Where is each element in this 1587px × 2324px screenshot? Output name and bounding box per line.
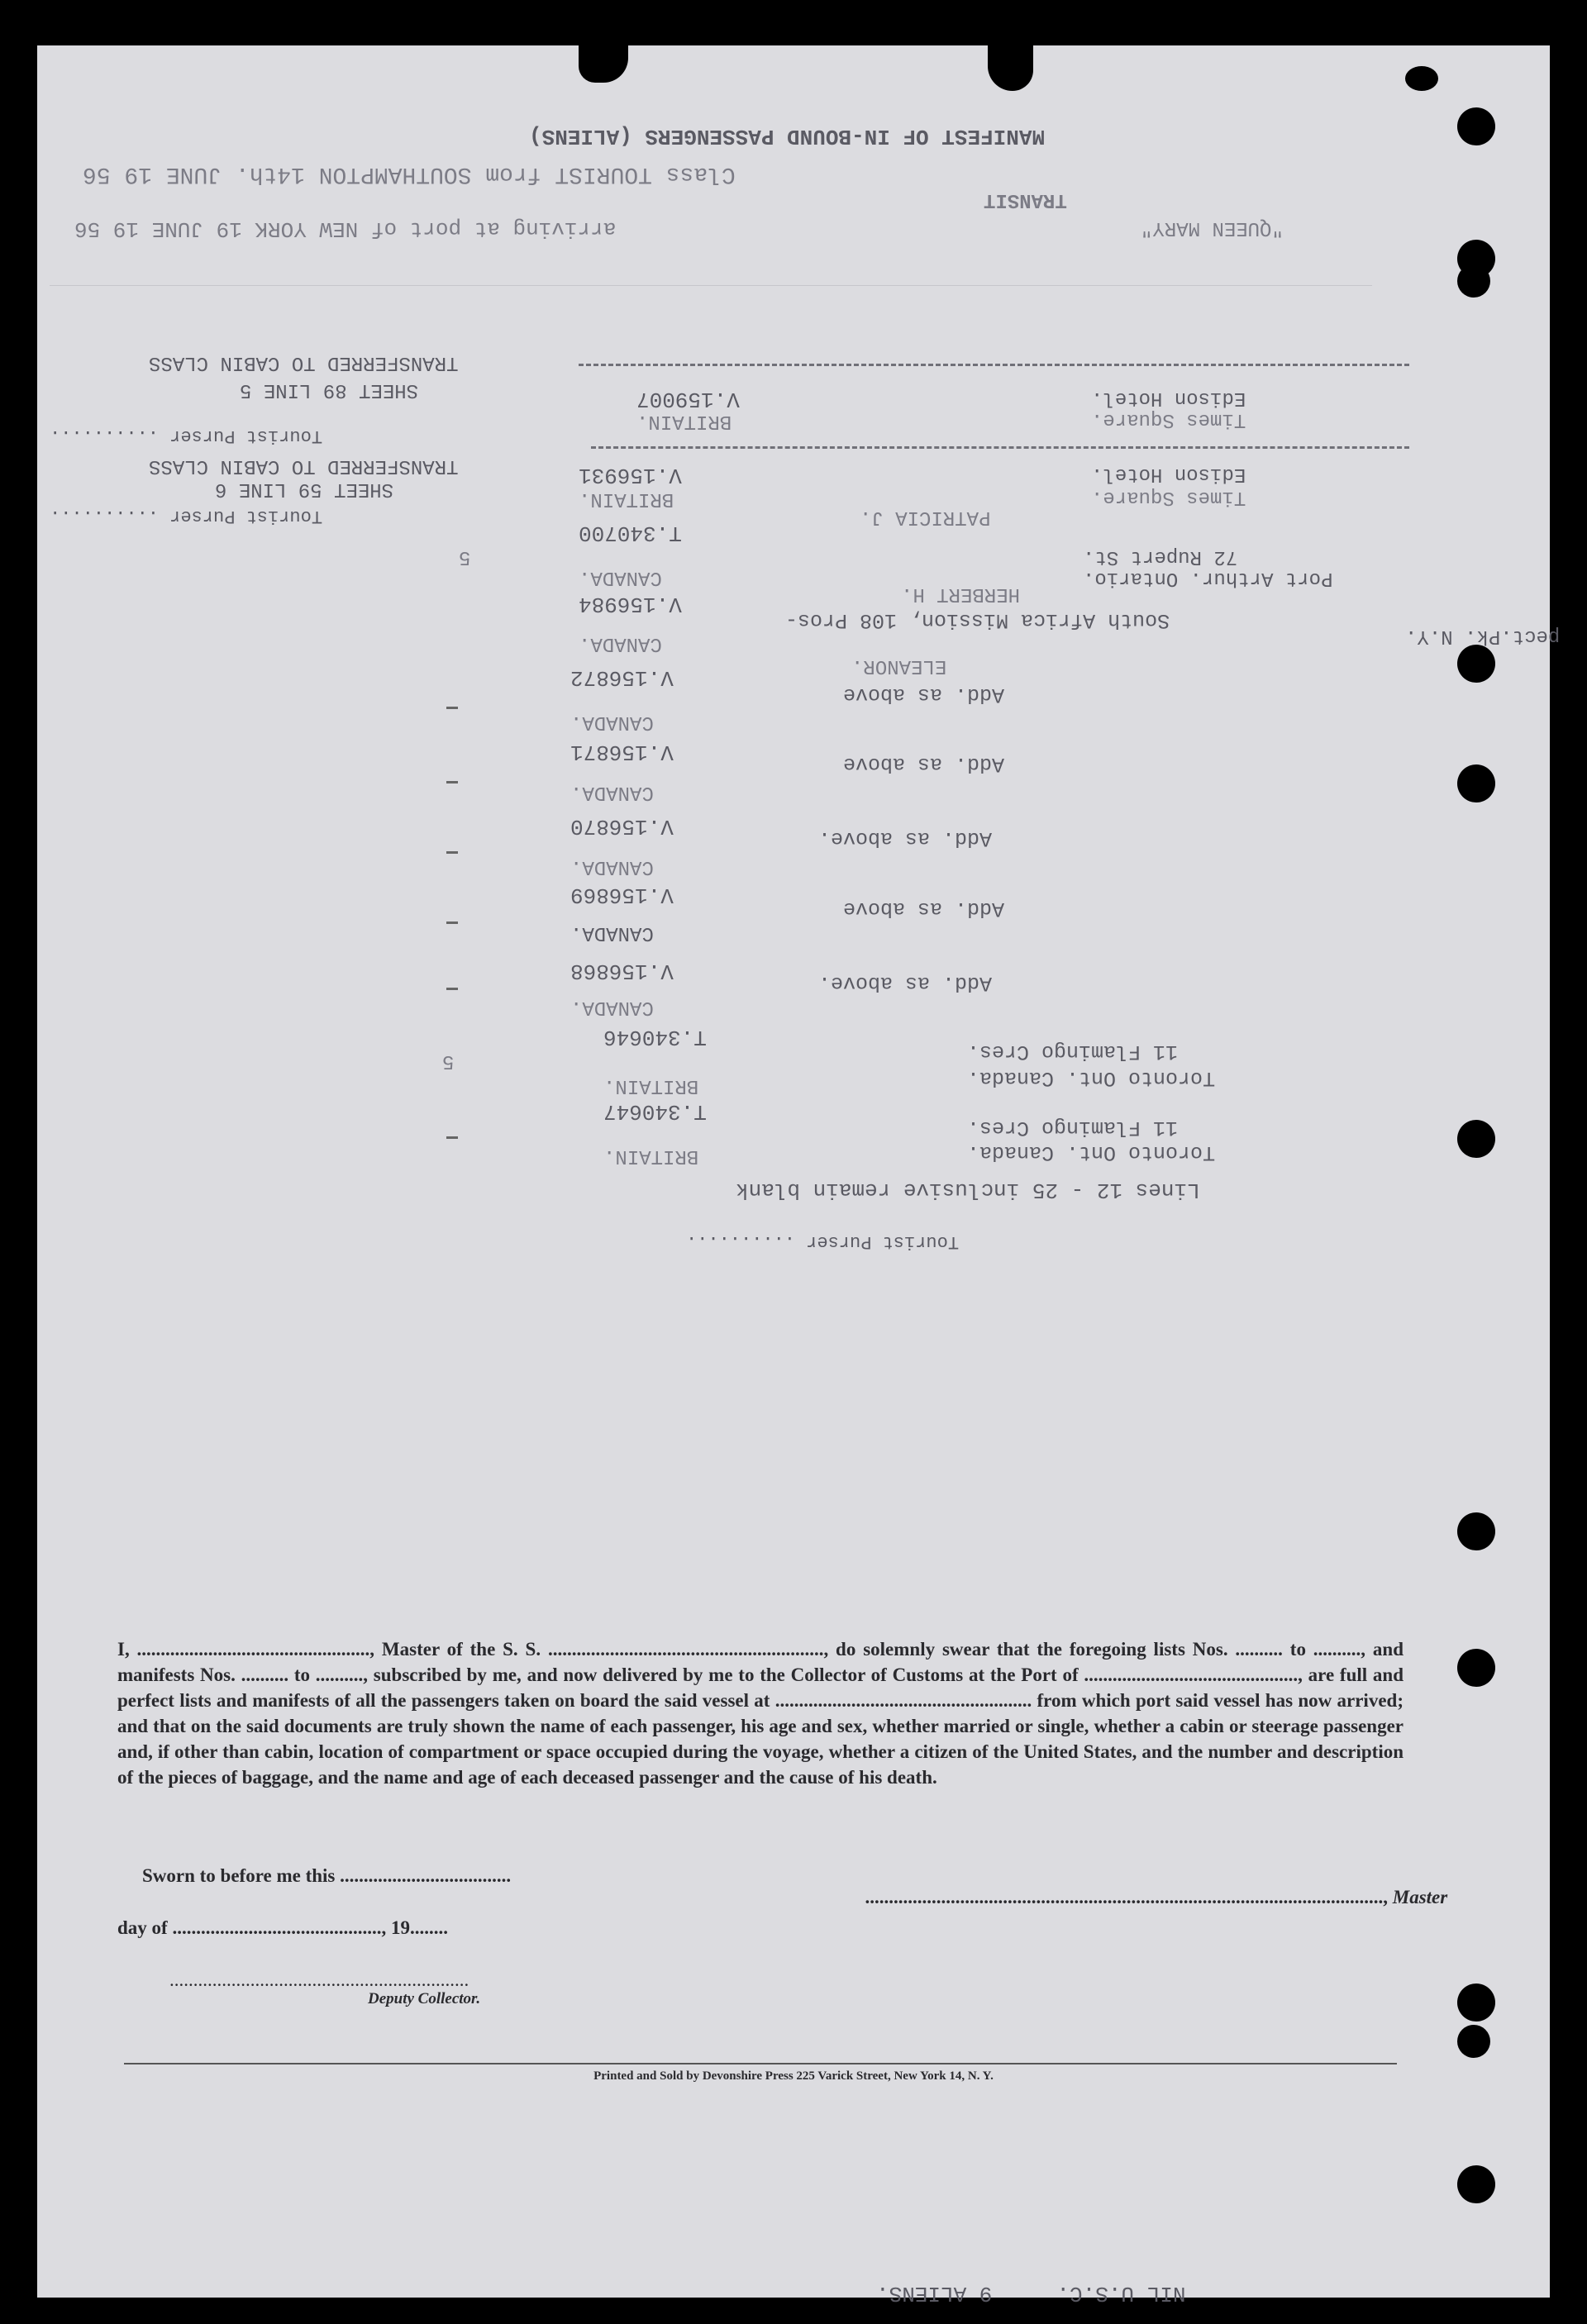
reversed-name: ELEANOR.	[851, 655, 947, 677]
deputy-line: ...............................................................	[169, 1969, 469, 1990]
reversed-address: Toronto Ont. Canada.	[967, 1141, 1216, 1164]
day-of-line: day of ............................................, 19........	[117, 1917, 448, 1938]
reversed-vessel: "QUEEN MARY"	[1141, 217, 1284, 239]
reversed-status: TRANSIT	[984, 188, 1067, 211]
column-rule	[50, 285, 1372, 286]
printer-imprint: Printed and Sold by Devonshire Press 225 Varick Street, New York 14, N. Y.	[593, 2069, 994, 2083]
reversed-address: 72 Rupert St.	[1083, 545, 1238, 568]
reversed-address: Times Square.	[1091, 408, 1246, 431]
reversed-country: CANADA.	[570, 922, 654, 944]
reversed-address: Toronto Ont. Canada.	[967, 1066, 1216, 1090]
reversed-country: CANADA.	[570, 855, 654, 878]
reversed-transfer-note: TRANSFERRED TO CABIN CLASS	[149, 351, 459, 374]
master-line: .............................................................................................................,	[865, 1887, 1393, 1907]
reversed-address: Add. as above.	[818, 971, 993, 995]
punch-hole	[1457, 1512, 1495, 1550]
reversed-address: Edison Hotel.	[1091, 463, 1246, 485]
reversed-address: Add. as above	[843, 683, 1005, 707]
dashed-rule	[591, 446, 1409, 449]
reversed-title: MANIFEST OF IN-BOUND PASSENGERS (ALIENS)	[529, 124, 1046, 149]
torn-edge-top	[988, 33, 1033, 91]
punch-hole	[1457, 645, 1495, 683]
dash-mark	[446, 1136, 458, 1139]
reversed-transfer-note: TRANSFERRED TO CABIN CLASS	[149, 455, 459, 477]
punch-hole	[1457, 1649, 1495, 1687]
reversed-bottom-note: NIL U.S.C. 9 ALIENS.	[876, 2281, 1186, 2306]
punch-hole	[1457, 1983, 1495, 2022]
reversed-arriving-line: arriving at port of NEW YORK 19 JUNE 19 56	[74, 217, 617, 241]
reversed-purser: Tourist Purser ..........	[50, 506, 323, 526]
reversed-country: CANADA.	[570, 781, 654, 803]
reversed-visa: V.156984	[579, 592, 682, 617]
reversed-visa: V.156868	[570, 959, 674, 983]
reversed-blank-note: Lines 12 - 25 inclusive remain blank	[736, 1178, 1200, 1202]
reversed-address: Times Square.	[1091, 486, 1246, 508]
reversed-visa: T.340646	[603, 1025, 707, 1050]
reversed-address: Edison Hotel.	[1091, 387, 1246, 409]
punch-hole	[1457, 107, 1495, 145]
reversed-name: PATRICIA J.	[860, 506, 991, 528]
reversed-visa: V.156870	[570, 814, 674, 839]
reversed-visa: T.340700	[579, 521, 682, 545]
reversed-country: CANADA.	[570, 996, 654, 1018]
reversed-visa: V.159007	[636, 387, 740, 412]
reversed-purser: Tourist Purser ..........	[50, 426, 323, 446]
master-label: Master	[1392, 1887, 1448, 1907]
reversed-address: 11 Flamingo Cres.	[967, 1040, 1179, 1064]
reversed-address: 11 Flamingo Cres.	[967, 1116, 1179, 1140]
reversed-address: South Africa Mission, 108 Pros-	[785, 608, 1170, 632]
punch-hole	[1457, 1120, 1495, 1158]
reversed-visa: V.156869	[570, 883, 674, 907]
reversed-address: Port Arthur. Ontario.	[1083, 567, 1333, 589]
reversed-purser: Tourist Purser ..........	[686, 1231, 960, 1252]
deputy-label: Deputy Collector.	[368, 1990, 481, 2007]
master-signature-line	[855, 1865, 1447, 1908]
reversed-visa: T.340647	[603, 1099, 707, 1124]
reversed-sheet-line: SHEET 59 LINE 6	[215, 478, 394, 500]
reversed-country: BRITAIN.	[579, 488, 674, 510]
punch-hole	[1457, 2025, 1490, 2058]
reversed-address: Add. as above	[843, 897, 1005, 921]
torn-edge-top	[1405, 66, 1438, 91]
dashed-rule	[579, 364, 1409, 366]
reversed-country: BRITAIN.	[636, 410, 732, 432]
dash-mark	[446, 922, 458, 924]
reversed-name: HERBERT H.	[901, 583, 1021, 605]
dash-mark	[446, 707, 458, 709]
dash-mark	[446, 851, 458, 854]
reversed-number: 5	[442, 1050, 455, 1072]
reversed-address: Add. as above.	[818, 826, 993, 850]
reversed-country: CANADA.	[579, 566, 662, 588]
reversed-side-note: pect.Pk. N.Y.	[1405, 625, 1561, 647]
reversed-country: BRITAIN.	[603, 1074, 699, 1097]
dash-mark	[446, 988, 458, 990]
reversed-sheet-line: SHEET 89 LINE 5	[240, 379, 419, 401]
reversed-visa: V.156931	[579, 463, 682, 488]
reversed-country: CANADA.	[570, 711, 654, 733]
oath-paragraph: I, ................................................., Master of the S. S. .........................................................., do solemnly swear that the foregoing lists Nos. .......... to .........., and manifests Nos. .......... to .........., subscribed by me, and now delivered by me to the Collector of Customs at the Port of ............................................., are full and perfect lists and manifests of all the passengers taken on board the said vessel at ...................................................... from which port said vessel has now arrived; and that on the said documents are truly shown the name of each passenger, his age and sex, whether married or single, whether a cabin or steerage passenger and, if other than cabin, location of compartment or space occupied during the voyage, whether a citizen of the United States, and the number and description of the pieces of baggage, and the name and age of each deceased passenger and the cause of his death.	[117, 1639, 1404, 1788]
torn-edge-top	[579, 33, 628, 83]
reversed-country: BRITAIN.	[603, 1145, 699, 1167]
reversed-visa: V.156871	[570, 740, 674, 764]
reversed-address: Add. as above	[843, 752, 1005, 776]
reversed-country: CANADA.	[579, 632, 662, 655]
reversed-number: 5	[459, 545, 471, 568]
sworn-line: Sworn to before me this ....................................	[142, 1865, 512, 1886]
footer-rule	[124, 2063, 1397, 2064]
punch-hole	[1457, 764, 1495, 802]
reversed-class-line: Class TOURIST from SOUTHAMPTON 14th. JUNE 19 56	[83, 161, 736, 187]
punch-hole	[1457, 264, 1490, 298]
punch-hole	[1457, 2165, 1495, 2203]
dash-mark	[446, 781, 458, 783]
reversed-visa: V.156872	[570, 665, 674, 690]
